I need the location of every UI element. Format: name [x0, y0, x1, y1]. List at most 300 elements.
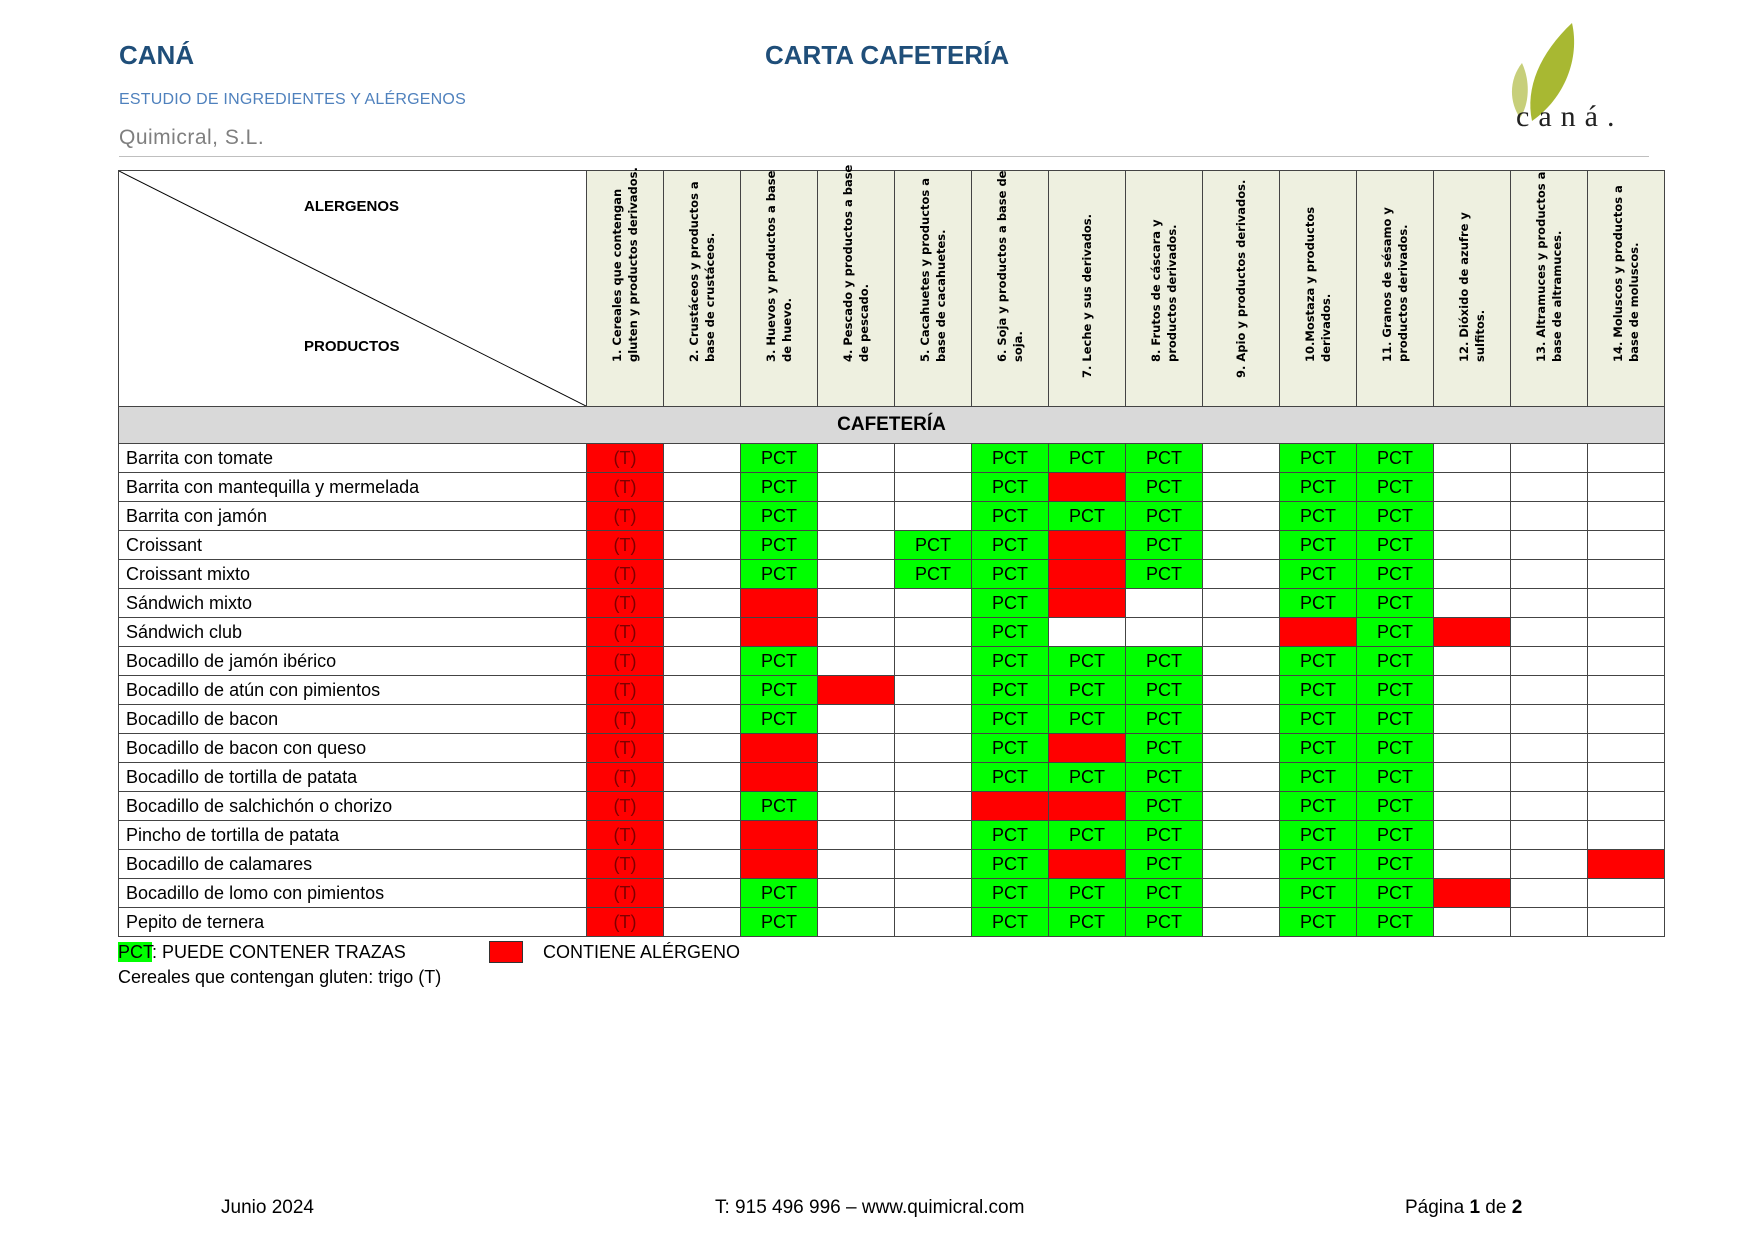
cell-pct: PCT	[895, 531, 972, 560]
cell-pct: PCT	[1049, 821, 1126, 850]
cell-empty	[1203, 734, 1280, 763]
allergen-label: 13. Altramuces y productos a base de altramuces.	[1534, 171, 1564, 362]
cell-empty	[895, 676, 972, 705]
cell-contains	[741, 618, 818, 647]
cell-contains-trace: (T)	[587, 792, 664, 821]
cell-contains	[1588, 850, 1665, 879]
cell-pct: PCT	[1126, 560, 1203, 589]
cell-empty	[1588, 792, 1665, 821]
product-name: Bocadillo de bacon	[119, 705, 587, 734]
cell-pct: PCT	[1280, 589, 1357, 618]
cell-empty	[1126, 618, 1203, 647]
cell-pct: PCT	[1280, 908, 1357, 937]
cell-pct: PCT	[741, 879, 818, 908]
cell-empty	[1588, 908, 1665, 937]
gluten-note: Cereales que contengan gluten: trigo (T)	[118, 967, 442, 987]
cell-empty	[1434, 473, 1511, 502]
cell-pct: PCT	[741, 473, 818, 502]
cell-empty	[818, 473, 895, 502]
cell-empty	[1511, 444, 1588, 473]
legend-pct-swatch: PCT	[118, 942, 153, 962]
cell-empty	[1203, 589, 1280, 618]
cell-empty	[664, 473, 741, 502]
cell-pct: PCT	[1357, 879, 1434, 908]
cell-pct: PCT	[741, 560, 818, 589]
cell-pct: PCT	[972, 705, 1049, 734]
product-name: Bocadillo de tortilla de patata	[119, 763, 587, 792]
cell-empty	[664, 676, 741, 705]
cell-empty	[1588, 531, 1665, 560]
cell-empty	[895, 792, 972, 821]
cell-contains-trace: (T)	[587, 560, 664, 589]
cell-empty	[664, 618, 741, 647]
cell-pct: PCT	[1280, 502, 1357, 531]
corner-header	[119, 171, 587, 407]
cell-empty	[1434, 734, 1511, 763]
cell-empty	[818, 821, 895, 850]
table-row	[119, 531, 1665, 560]
cell-empty	[1511, 647, 1588, 676]
cell-empty	[1203, 908, 1280, 937]
cell-empty	[1511, 618, 1588, 647]
cell-empty	[1588, 676, 1665, 705]
cell-empty	[818, 589, 895, 618]
cell-empty	[818, 734, 895, 763]
cell-pct: PCT	[972, 473, 1049, 502]
cell-empty	[664, 792, 741, 821]
cell-empty	[1511, 763, 1588, 792]
cell-empty	[818, 531, 895, 560]
cell-empty	[1588, 734, 1665, 763]
cell-contains	[1280, 618, 1357, 647]
allergen-header-9	[1203, 171, 1280, 407]
allergen-header-1	[587, 167, 664, 407]
cell-pct: PCT	[1049, 763, 1126, 792]
table-row	[119, 444, 1665, 473]
cell-pct: PCT	[741, 676, 818, 705]
cell-pct: PCT	[972, 879, 1049, 908]
cell-empty	[1588, 821, 1665, 850]
allergen-label: 12. Dióxido de azufre y sulfitos.	[1457, 212, 1487, 362]
cell-pct: PCT	[1126, 705, 1203, 734]
cell-empty	[818, 792, 895, 821]
cell-pct: PCT	[1126, 502, 1203, 531]
cell-pct: PCT	[1357, 763, 1434, 792]
cell-empty	[1588, 502, 1665, 531]
cell-empty	[664, 589, 741, 618]
cell-empty	[1434, 850, 1511, 879]
cell-empty	[1434, 444, 1511, 473]
cell-empty	[1434, 705, 1511, 734]
cell-pct: PCT	[1357, 560, 1434, 589]
allergen-label: 1. Cereales que contengan gluten y productos derivados.	[610, 167, 640, 362]
cell-contains	[741, 763, 818, 792]
cell-contains	[1049, 589, 1126, 618]
cell-pct: PCT	[1049, 879, 1126, 908]
cell-contains-trace: (T)	[587, 676, 664, 705]
allergen-label: 6. Soja y productos a base de soja.	[995, 170, 1025, 362]
product-name: Bocadillo de bacon con queso	[119, 734, 587, 763]
cell-empty	[1511, 734, 1588, 763]
cell-empty	[895, 444, 972, 473]
cell-empty	[1203, 473, 1280, 502]
cell-contains	[1049, 792, 1126, 821]
cell-contains-trace: (T)	[587, 705, 664, 734]
table-row	[119, 473, 1665, 502]
cell-pct: PCT	[1280, 792, 1357, 821]
cell-pct: PCT	[972, 850, 1049, 879]
table-row	[119, 560, 1665, 589]
cell-pct: PCT	[1049, 908, 1126, 937]
cell-empty	[1511, 502, 1588, 531]
cell-pct: PCT	[1049, 444, 1126, 473]
allergen-label: 8. Frutos de cáscara y productos derivados.	[1149, 219, 1179, 362]
document-title: CARTA CAFETERÍA	[765, 40, 1010, 70]
footer-page-number	[1405, 1197, 1522, 1219]
allergen-label: 14. Moluscos y productos a base de moluscos.	[1611, 185, 1641, 362]
cell-empty	[1511, 850, 1588, 879]
cell-contains	[1049, 734, 1126, 763]
cell-pct: PCT	[1126, 879, 1203, 908]
allergen-label: 3. Huevos y productos a base de huevo.	[764, 170, 794, 362]
table-row	[119, 647, 1665, 676]
cell-empty	[1434, 589, 1511, 618]
product-name: Sándwich mixto	[119, 589, 587, 618]
cell-pct: PCT	[1280, 705, 1357, 734]
cell-empty	[895, 734, 972, 763]
page-prefix: Página	[1405, 1197, 1470, 1218]
cell-contains-trace: (T)	[587, 763, 664, 792]
cell-pct: PCT	[1357, 502, 1434, 531]
table-row	[119, 763, 1665, 792]
cell-empty	[818, 444, 895, 473]
cell-contains-trace: (T)	[587, 531, 664, 560]
cell-empty	[1588, 589, 1665, 618]
cell-pct: PCT	[741, 647, 818, 676]
cell-empty	[1203, 618, 1280, 647]
cell-empty	[1511, 589, 1588, 618]
cell-pct: PCT	[1280, 879, 1357, 908]
allergen-header-7	[1049, 171, 1126, 407]
cell-contains-trace: (T)	[587, 821, 664, 850]
cell-empty	[818, 850, 895, 879]
cell-empty	[664, 763, 741, 792]
cell-contains-trace: (T)	[587, 647, 664, 676]
cell-empty	[1203, 531, 1280, 560]
cell-contains-trace: (T)	[587, 473, 664, 502]
cell-pct: PCT	[1357, 473, 1434, 502]
cell-empty	[1511, 792, 1588, 821]
cell-empty	[1203, 850, 1280, 879]
allergen-header-14	[1588, 171, 1665, 407]
page-current: 1	[1469, 1197, 1481, 1218]
cell-contains	[818, 676, 895, 705]
cell-empty	[1203, 444, 1280, 473]
section-title: CAFETERÍA	[119, 407, 1665, 444]
table-row	[119, 821, 1665, 850]
cell-contains	[1049, 560, 1126, 589]
cell-empty	[895, 908, 972, 937]
section-row	[119, 407, 1665, 444]
cell-empty	[1588, 705, 1665, 734]
allergen-label: 10.Mostaza y productos derivados.	[1303, 206, 1333, 362]
allergen-header-6	[972, 171, 1049, 407]
cell-pct: PCT	[1357, 444, 1434, 473]
cell-pct: PCT	[972, 908, 1049, 937]
cell-pct: PCT	[1126, 473, 1203, 502]
company-name: Quimicral, S.L.	[119, 126, 265, 149]
cell-empty	[1511, 821, 1588, 850]
cell-pct: PCT	[1049, 676, 1126, 705]
cell-empty	[1511, 705, 1588, 734]
cell-pct: PCT	[1280, 531, 1357, 560]
cell-pct: PCT	[972, 647, 1049, 676]
cell-empty	[1511, 908, 1588, 937]
header-divider	[119, 156, 1649, 157]
table-row	[119, 618, 1665, 647]
cell-empty	[1511, 531, 1588, 560]
cell-pct: PCT	[1280, 821, 1357, 850]
cell-contains-trace: (T)	[587, 850, 664, 879]
table-row	[119, 705, 1665, 734]
cell-contains-trace: (T)	[587, 618, 664, 647]
cell-empty	[818, 560, 895, 589]
cell-empty	[1434, 676, 1511, 705]
cell-empty	[1588, 763, 1665, 792]
cell-empty	[1434, 792, 1511, 821]
cell-empty	[1203, 502, 1280, 531]
page-separator: de	[1480, 1197, 1512, 1218]
allergen-label: 2. Crustáceos y productos a base de crustáceos.	[687, 181, 717, 362]
allergen-header-8	[1126, 171, 1203, 407]
logo-wordmark: caná.	[1516, 100, 1624, 133]
cell-contains-trace: (T)	[587, 502, 664, 531]
product-name: Bocadillo de calamares	[119, 850, 587, 879]
table-header-row	[119, 171, 1665, 407]
cell-empty	[664, 444, 741, 473]
cell-empty	[1203, 879, 1280, 908]
cell-pct: PCT	[1357, 821, 1434, 850]
cell-empty	[1203, 676, 1280, 705]
allergen-header-3	[741, 171, 818, 407]
cell-empty	[1434, 821, 1511, 850]
table-row	[119, 502, 1665, 531]
allergen-label: 4. Pescado y productos a base de pescado.	[841, 164, 871, 362]
cell-empty	[664, 705, 741, 734]
cell-pct: PCT	[1049, 647, 1126, 676]
cell-pct: PCT	[1357, 647, 1434, 676]
cell-contains	[741, 589, 818, 618]
cell-pct: PCT	[1126, 763, 1203, 792]
cell-pct: PCT	[972, 502, 1049, 531]
cell-contains	[1049, 531, 1126, 560]
table-row	[119, 589, 1665, 618]
cell-empty	[664, 502, 741, 531]
cell-pct: PCT	[972, 560, 1049, 589]
cell-empty	[895, 879, 972, 908]
cell-empty	[1203, 705, 1280, 734]
cell-pct: PCT	[741, 908, 818, 937]
cell-pct: PCT	[1126, 647, 1203, 676]
cell-pct: PCT	[1126, 676, 1203, 705]
cell-pct: PCT	[1357, 618, 1434, 647]
allergen-header-2	[664, 171, 741, 407]
legend-pct	[118, 942, 406, 963]
cell-empty	[664, 560, 741, 589]
cell-pct: PCT	[1280, 473, 1357, 502]
allergen-header-10	[1280, 171, 1357, 407]
cell-pct: PCT	[1280, 444, 1357, 473]
table-row	[119, 676, 1665, 705]
cell-empty	[895, 763, 972, 792]
cell-empty	[1588, 473, 1665, 502]
cell-pct: PCT	[1357, 734, 1434, 763]
cell-empty	[818, 763, 895, 792]
product-name: Pepito de ternera	[119, 908, 587, 937]
cell-empty	[895, 502, 972, 531]
cell-contains	[1434, 618, 1511, 647]
cell-empty	[895, 473, 972, 502]
cell-empty	[818, 618, 895, 647]
allergen-label: 11. Granos de sésamo y productos derivados.	[1380, 207, 1410, 362]
cell-empty	[1434, 531, 1511, 560]
cell-empty	[664, 879, 741, 908]
product-name: Croissant mixto	[119, 560, 587, 589]
cell-empty	[1126, 589, 1203, 618]
cell-empty	[1588, 647, 1665, 676]
cell-pct: PCT	[1126, 531, 1203, 560]
cell-empty	[664, 821, 741, 850]
cell-pct: PCT	[1280, 763, 1357, 792]
cell-contains-trace: (T)	[587, 589, 664, 618]
product-name: Barrita con mantequilla y mermelada	[119, 473, 587, 502]
allergen-label: 7. Leche y sus derivados.	[1080, 214, 1094, 378]
allergen-table	[118, 164, 1665, 937]
cell-pct: PCT	[1126, 792, 1203, 821]
legend-contains-label: CONTIENE ALÉRGENO	[543, 942, 741, 962]
cell-pct: PCT	[1049, 705, 1126, 734]
document-subtitle: ESTUDIO DE INGREDIENTES Y ALÉRGENOS	[119, 91, 466, 108]
cell-empty	[1588, 618, 1665, 647]
cell-empty	[1049, 618, 1126, 647]
cell-empty	[1434, 763, 1511, 792]
allergen-label: 5. Cacahuetes y productos a base de cacahuetes.	[918, 177, 948, 362]
cell-contains	[1434, 879, 1511, 908]
allergen-header-12	[1434, 171, 1511, 407]
cell-pct: PCT	[1126, 444, 1203, 473]
cell-pct: PCT	[972, 676, 1049, 705]
cell-pct: PCT	[741, 531, 818, 560]
cell-empty	[895, 705, 972, 734]
cell-contains	[972, 792, 1049, 821]
cell-contains	[1049, 473, 1126, 502]
legend-contains-swatch	[489, 941, 523, 963]
cell-empty	[1434, 647, 1511, 676]
cell-empty	[1203, 763, 1280, 792]
cell-empty	[664, 734, 741, 763]
table-row	[119, 734, 1665, 763]
cell-pct: PCT	[972, 589, 1049, 618]
product-name: Sándwich club	[119, 618, 587, 647]
cell-empty	[1511, 879, 1588, 908]
footer-contact: T: 915 496 996 – www.quimicral.com	[715, 1197, 1025, 1218]
product-name: Barrita con tomate	[119, 444, 587, 473]
cell-pct: PCT	[1357, 589, 1434, 618]
cell-pct: PCT	[741, 502, 818, 531]
cell-pct: PCT	[741, 705, 818, 734]
table-row	[119, 908, 1665, 937]
cell-empty	[1203, 647, 1280, 676]
cell-empty	[818, 647, 895, 676]
cell-pct: PCT	[972, 531, 1049, 560]
cell-contains-trace: (T)	[587, 879, 664, 908]
allergen-header-11	[1357, 171, 1434, 407]
cell-empty	[664, 531, 741, 560]
products-axis-label: PRODUCTOS	[304, 338, 400, 355]
cell-contains	[741, 734, 818, 763]
cell-pct: PCT	[972, 444, 1049, 473]
cell-pct: PCT	[741, 792, 818, 821]
cell-pct: PCT	[1357, 531, 1434, 560]
cell-contains	[1049, 850, 1126, 879]
cell-empty	[1588, 879, 1665, 908]
cell-empty	[895, 589, 972, 618]
cell-contains	[741, 850, 818, 879]
product-name: Barrita con jamón	[119, 502, 587, 531]
cell-contains-trace: (T)	[587, 444, 664, 473]
cell-empty	[818, 705, 895, 734]
cell-empty	[895, 821, 972, 850]
product-name: Bocadillo de atún con pimientos	[119, 676, 587, 705]
cell-pct: PCT	[1357, 850, 1434, 879]
cell-pct: PCT	[1357, 908, 1434, 937]
product-name: Bocadillo de salchichón o chorizo	[119, 792, 587, 821]
page-total: 2	[1511, 1197, 1523, 1218]
cell-empty	[1434, 560, 1511, 589]
cell-pct: PCT	[972, 618, 1049, 647]
table-row	[119, 792, 1665, 821]
cell-pct: PCT	[1357, 676, 1434, 705]
cell-empty	[818, 908, 895, 937]
cell-empty	[1203, 560, 1280, 589]
cell-empty	[895, 618, 972, 647]
cell-pct: PCT	[1049, 502, 1126, 531]
allergen-header-5	[895, 171, 972, 407]
cell-empty	[818, 879, 895, 908]
cell-empty	[895, 850, 972, 879]
product-name: Bocadillo de lomo con pimientos	[119, 879, 587, 908]
cell-pct: PCT	[1280, 734, 1357, 763]
product-name: Bocadillo de jamón ibérico	[119, 647, 587, 676]
cell-empty	[1511, 473, 1588, 502]
cell-pct: PCT	[972, 821, 1049, 850]
cell-pct: PCT	[972, 763, 1049, 792]
cell-empty	[664, 647, 741, 676]
cell-empty	[1511, 676, 1588, 705]
cell-empty	[1203, 821, 1280, 850]
legend-pct-desc: : PUEDE CONTENER TRAZAS	[152, 942, 406, 962]
cell-empty	[895, 647, 972, 676]
brand-name: CANÁ	[119, 40, 195, 70]
cell-empty	[664, 908, 741, 937]
cell-pct: PCT	[895, 560, 972, 589]
cell-pct: PCT	[1126, 821, 1203, 850]
footer-date: Junio 2024	[221, 1197, 314, 1218]
cell-pct: PCT	[972, 734, 1049, 763]
cell-pct: PCT	[1357, 705, 1434, 734]
cell-contains-trace: (T)	[587, 908, 664, 937]
cell-pct: PCT	[1126, 734, 1203, 763]
